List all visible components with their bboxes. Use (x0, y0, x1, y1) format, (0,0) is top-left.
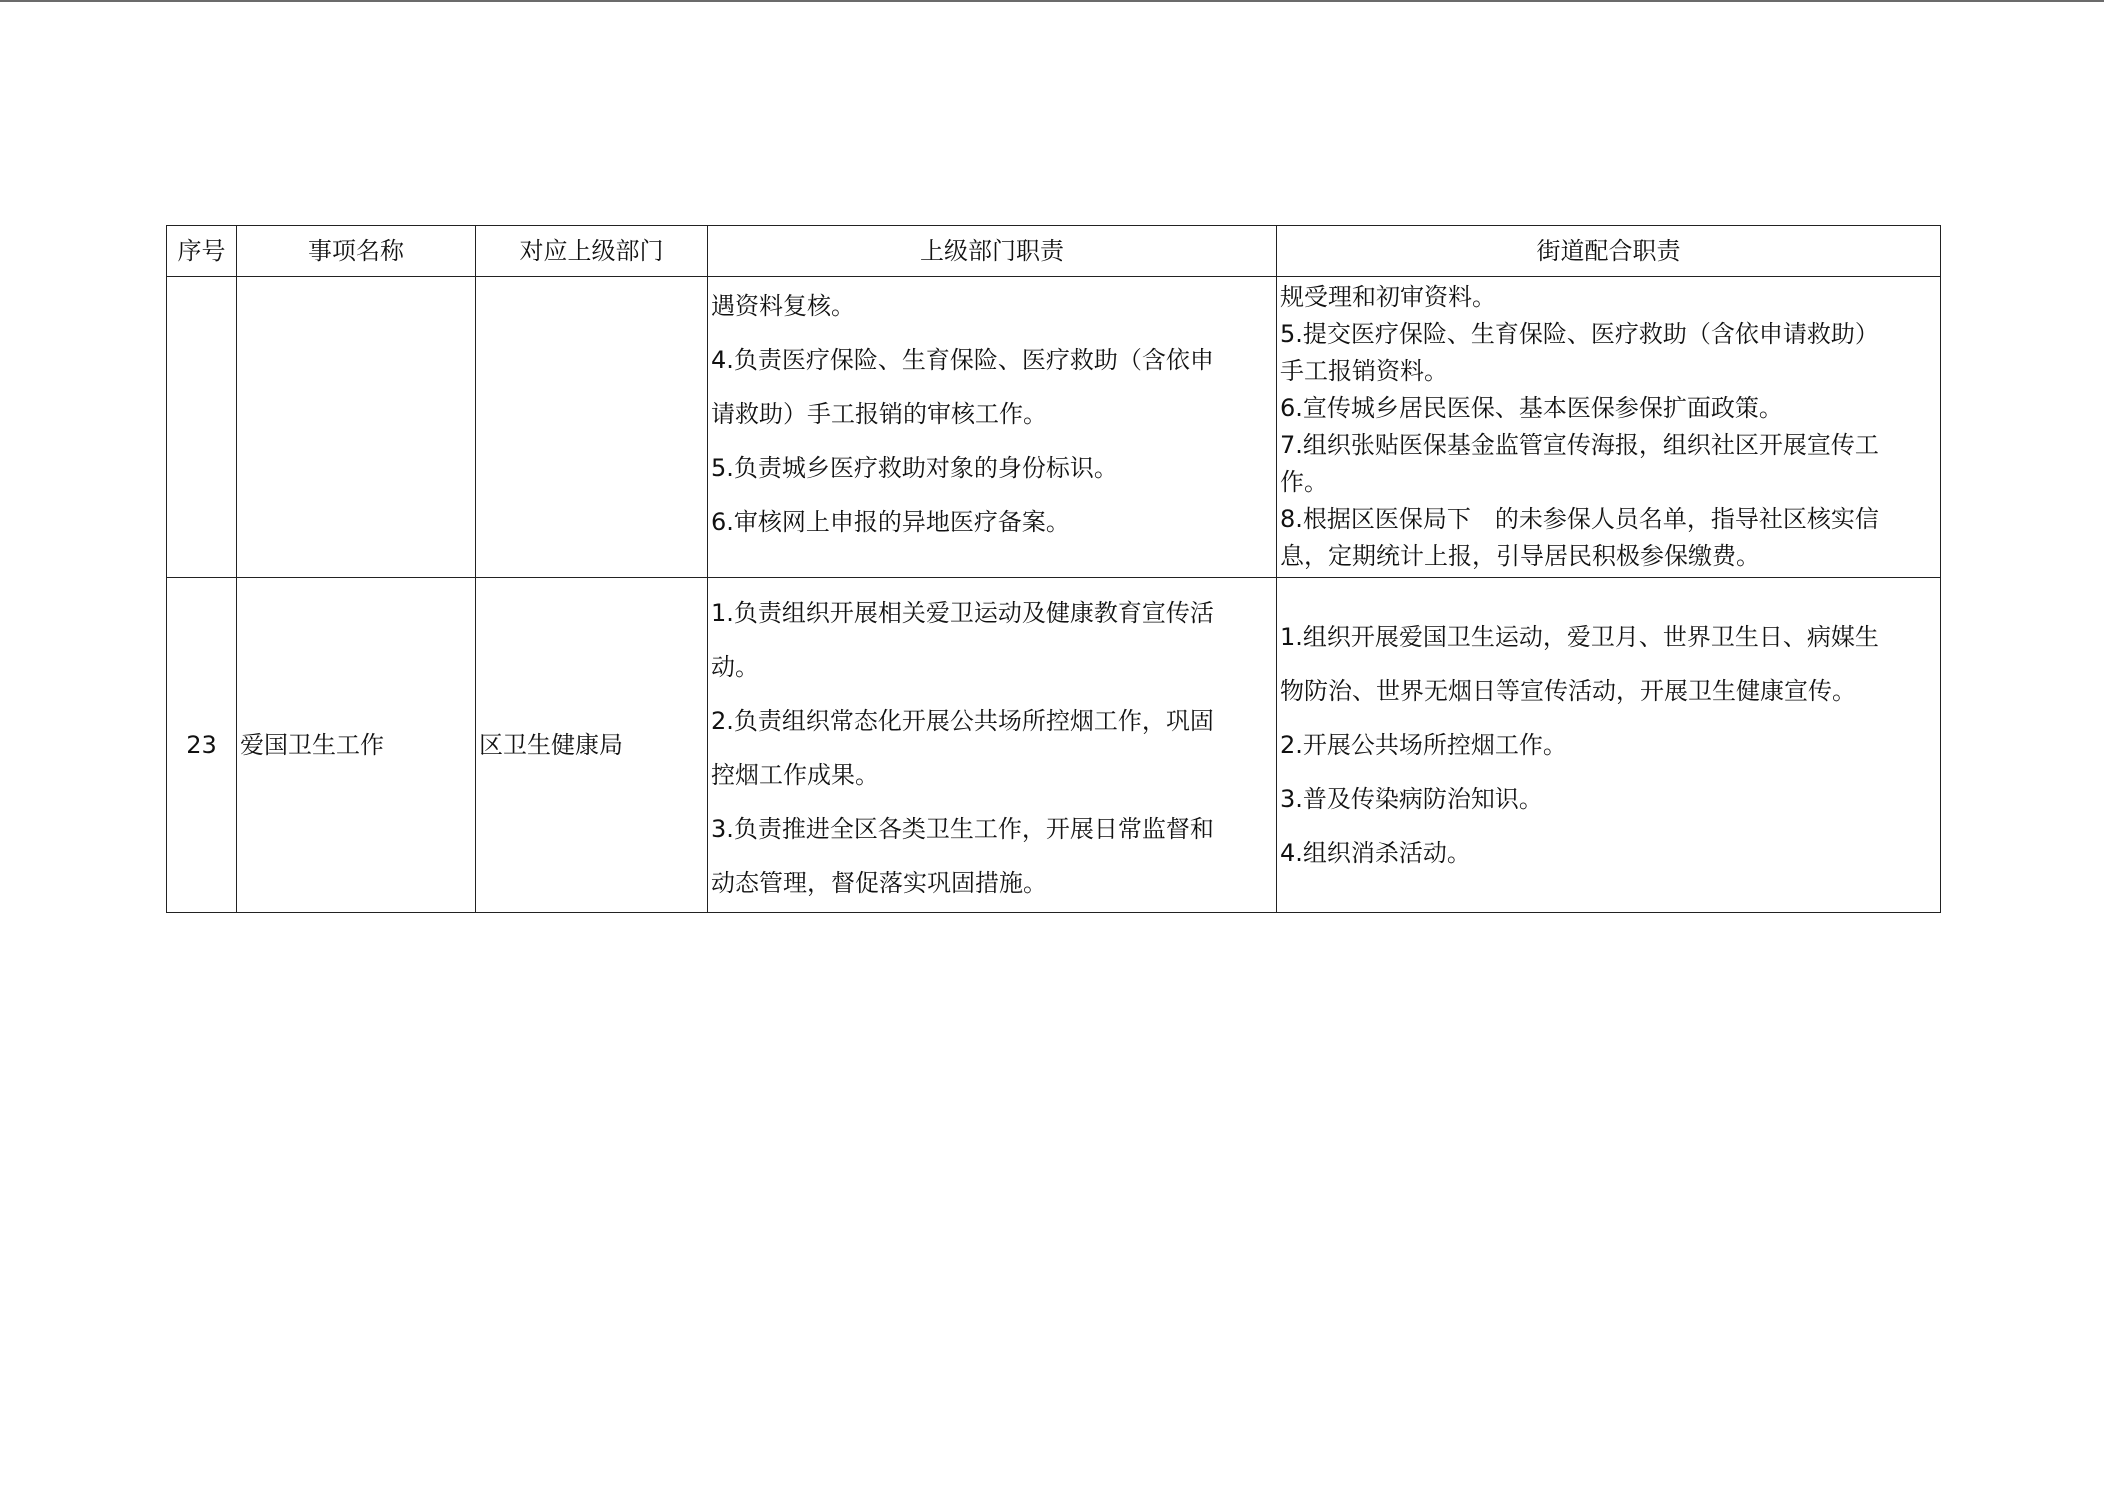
header-superior-duty: 上级部门职责 (708, 226, 1277, 277)
superior-duty-line: 请救助）手工报销的审核工作。 (711, 400, 1047, 428)
cell-superior-dept (476, 277, 708, 578)
superior-duty-line: 遇资料复核。 (711, 292, 855, 320)
cell-street-duty (1277, 578, 1941, 913)
header-street-duty: 街道配合职责 (1277, 226, 1941, 277)
cell-superior-duty (708, 277, 1277, 578)
cell-superior-duty (708, 578, 1277, 913)
table-row (167, 277, 1941, 578)
superior-duty-line: 5.负责城乡医疗救助对象的身份标识。 (711, 454, 1118, 482)
cell-item-name (237, 277, 476, 578)
cell-street-duty (1277, 277, 1941, 578)
street-duty-line: 手工报销资料。 (1280, 357, 1448, 385)
header-seq: 序号 (167, 226, 237, 277)
superior-duty-line: 3.负责推进全区各类卫生工作，开展日常监督和 (711, 815, 1214, 843)
cell-superior-dept: 区卫生健康局 (476, 578, 708, 913)
superior-duty-line: 2.负责组织常态化开展公共场所控烟工作，巩固 (711, 707, 1214, 735)
page-top-border (0, 0, 2104, 2)
street-duty-line: 3.普及传染病防治知识。 (1280, 785, 1543, 813)
street-duty-line: 8.根据区医保局下 的未参保人员名单，指导社区核实信 (1280, 505, 1879, 533)
street-duty-line: 1.组织开展爱国卫生运动，爱卫月、世界卫生日、病媒生 (1280, 623, 1879, 651)
table-row (167, 578, 1941, 913)
header-item-name: 事项名称 (237, 226, 476, 277)
street-duty-line: 2.开展公共场所控烟工作。 (1280, 731, 1567, 759)
superior-duty-line: 动态管理，督促落实巩固措施。 (711, 869, 1047, 897)
superior-duty-line: 动。 (711, 653, 759, 681)
table-header-row (167, 226, 1941, 277)
street-duty-line: 6.宣传城乡居民医保、基本医保参保扩面政策。 (1280, 394, 1783, 422)
street-duty-line: 物防治、世界无烟日等宣传活动，开展卫生健康宣传。 (1280, 677, 1856, 705)
superior-duty-line: 6.审核网上申报的异地医疗备案。 (711, 508, 1070, 536)
street-duty-line: 规受理和初审资料。 (1280, 283, 1496, 311)
cell-item-name: 爱国卫生工作 (237, 578, 476, 913)
street-duty-line: 作。 (1280, 468, 1328, 496)
superior-duty-line: 4.负责医疗保险、生育保险、医疗救助（含依申 (711, 346, 1214, 374)
superior-duty-line: 1.负责组织开展相关爱卫运动及健康教育宣传活 (711, 599, 1214, 627)
cell-seq: 23 (167, 578, 237, 913)
street-duty-line: 息，定期统计上报，引导居民积极参保缴费。 (1280, 542, 1760, 570)
street-duty-line: 4.组织消杀活动。 (1280, 839, 1471, 867)
street-duty-line: 5.提交医疗保险、生育保险、医疗救助（含依申请救助） (1280, 320, 1879, 348)
superior-duty-line: 控烟工作成果。 (711, 761, 879, 789)
street-duty-line: 7.组织张贴医保基金监管宣传海报，组织社区开展宣传工 (1280, 431, 1879, 459)
header-superior-dept: 对应上级部门 (476, 226, 708, 277)
cell-seq (167, 277, 237, 578)
duty-table (166, 225, 1941, 913)
